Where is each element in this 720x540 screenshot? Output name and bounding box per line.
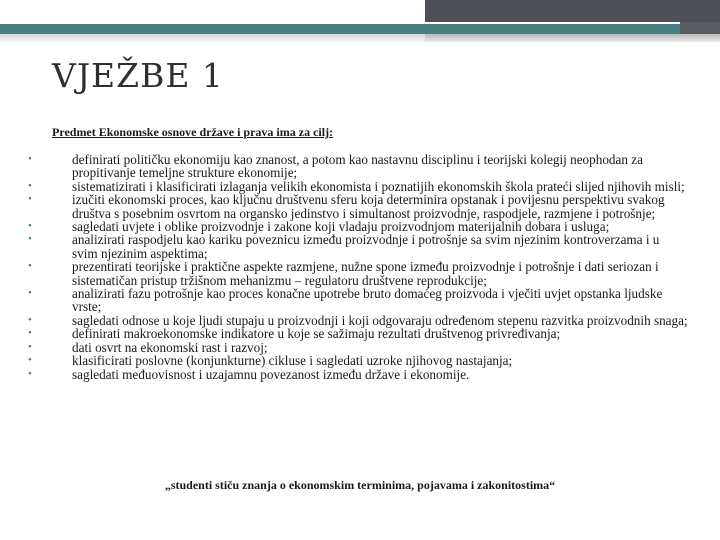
list-item-text: izučiti ekonomski proces, kao ključnu društvenu sferu koja determinira opstanak i povijesnu perspektivu svakog društva s posebnim osvrtom na organsko jedinstvo i simultanost proizvodnje, raspodjele, razmjene i potrošnje; [72,192,665,221]
list-item-text: klasificirati poslovne (konjunkturne) cikluse i sagledati uzroke njihovog nastajanja; [72,353,513,369]
list-item-text: definirati makroekonomske indikatore u koje se sažimaju rezultati društvenog privređivanja; [72,326,561,342]
list-item-text: definirati političku ekonomiju kao znanost, a potom kao nastavnu disciplinu i teorijski kolegij neophodan za propitivanje temeljne strukture ekonomije; [72,152,643,181]
slide-subtitle: Predmet Ekonomske osnove države i prava ima za cilj: [52,125,334,139]
header-band-teal [0,24,720,34]
list-item-text: analizirati raspodjelu kao kariku poveznicu između proizvodnje i potrošnje sa svim njezinim kontroverzama i u svim njezinim aspektima; [72,232,660,261]
list-item [28,193,688,220]
list-item-text: sagledati odnose u koje ljudi stupaju u proizvodnji i koji odgovaraju određenom stepenu razvitka proizvodnih snaga; [72,312,688,328]
list-item [28,220,688,233]
bullet-icon: • [28,354,32,367]
bullet-icon: • [28,193,32,206]
list-item [28,153,688,180]
list-item [28,287,688,314]
list-item-text: dati osvrt na ekonomski rast i razvoj; [72,339,268,355]
bullet-icon: • [28,287,32,300]
bullet-icon: • [28,327,32,340]
list-item-text: prezentirati teorijske i praktične aspekte razmjene, nužne spone između proizvodnje i potrošnje i dati seriozan i sistematičan pristup tržišnom mehanizmu – regulatoru društvene reprodukcije; [72,259,659,288]
bullet-icon: • [28,260,32,273]
goal-list [28,153,688,381]
list-item-text: analizirati fazu potrošnje kao proces konačne upotrebe bruto domaćeg proizvoda i vječiti uvjet opstanka ljudske vrste; [72,286,663,315]
list-item [28,180,688,193]
bullet-icon: • [28,313,32,326]
header-band-shadow-dark [425,34,720,42]
bullet-icon: • [28,340,32,353]
bullet-icon: • [28,153,32,165]
list-item [28,368,688,381]
bullet-icon: • [28,179,32,192]
list-item [28,341,688,354]
header-band-dark-corner [680,22,720,34]
list-item [28,233,688,260]
list-item-text: sagledati međuovisnost i uzajamnu povezanost između države i ekonomije. [72,366,470,382]
header-band-dark [425,0,720,22]
bullet-icon: • [28,367,32,380]
bullet-icon: • [28,233,32,246]
slide-title: VJEŽBE 1 [52,56,224,95]
list-item [28,260,688,287]
list-item [28,354,688,367]
list-item [28,327,688,340]
list-item [28,314,688,327]
closing-quote: „studenti stiču znanja o ekonomskim terminima, pojavama i zakonitostima“ [164,478,556,492]
list-item-text: sagledati uvjete i oblike proizvodnje i zakone koji vladaju proizvodnjom materijalnih dobara i usluga; [72,219,610,235]
list-item-text: sistematizirati i klasificirati izlaganja velikih ekonomista i poznatijih ekonomskih škola prateći slijed njihovih misli; [72,178,685,194]
bullet-icon: • [28,220,32,233]
